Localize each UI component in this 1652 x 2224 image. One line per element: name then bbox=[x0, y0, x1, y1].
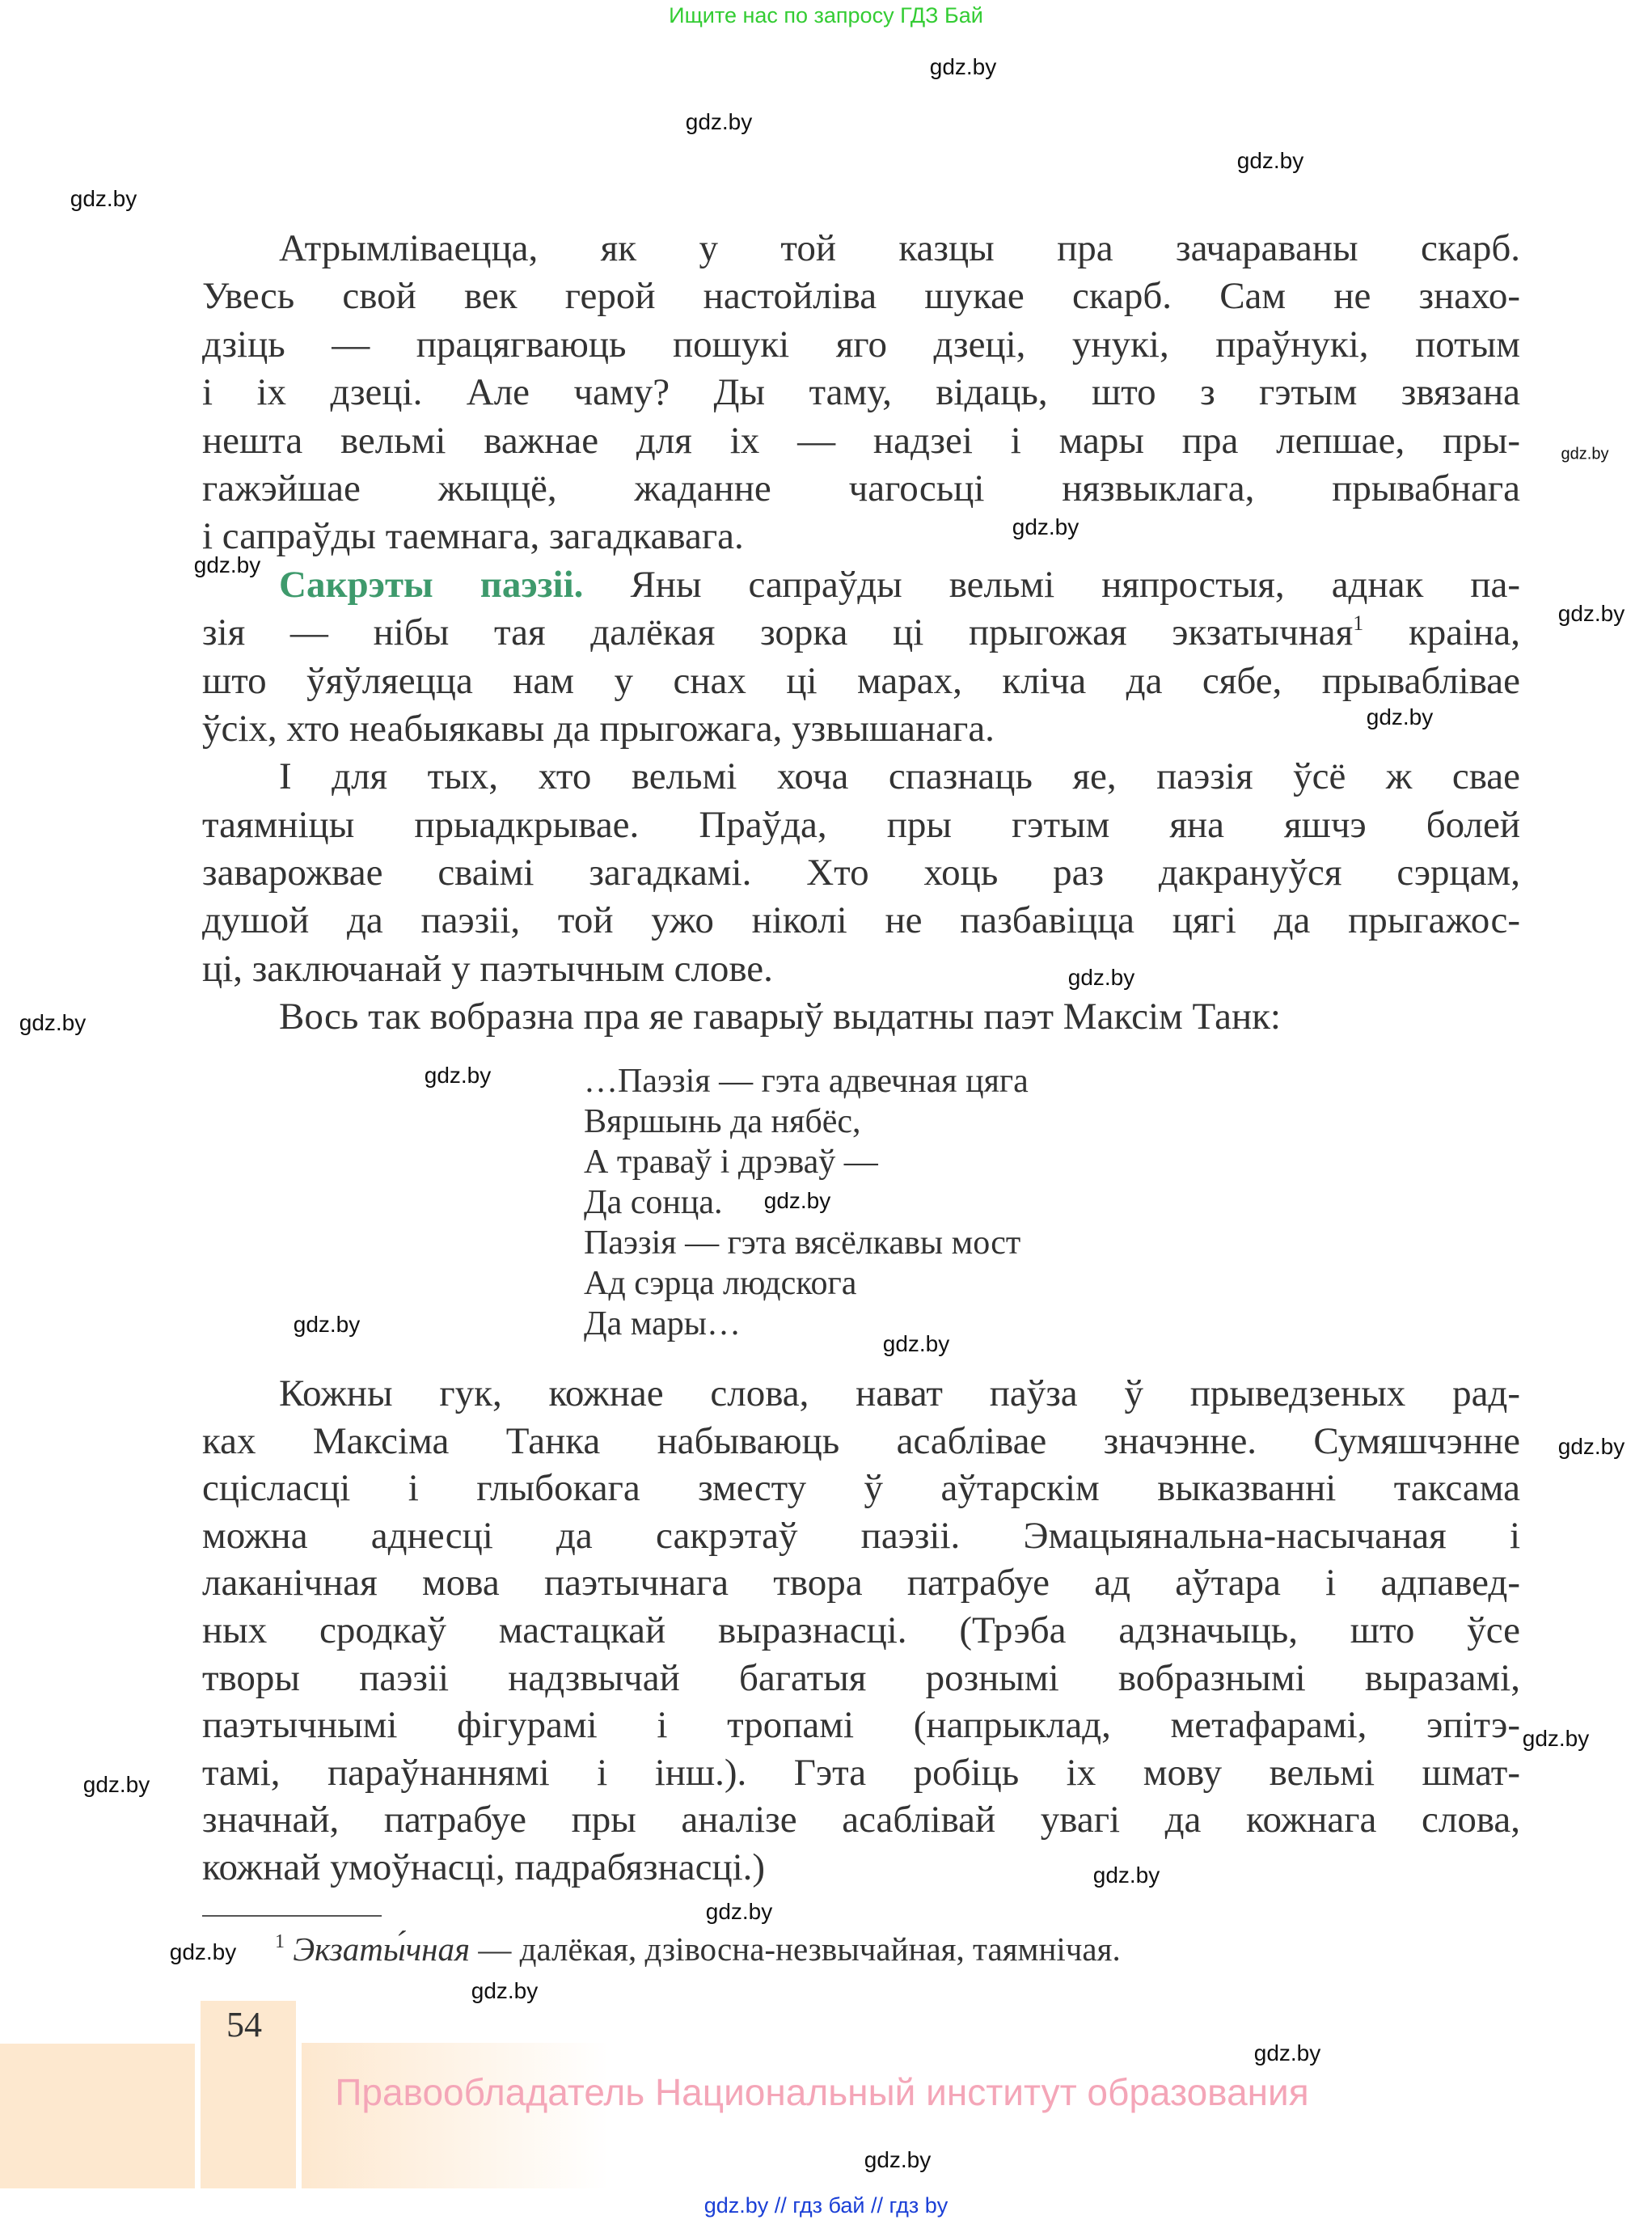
text-segment: і іх дзеці. Але чаму? Ды таму, відаць, што з гэтым звязана bbox=[202, 371, 1520, 414]
footnote-definition: — далёкая, дзівосна-незвычайная, таямнічая. bbox=[470, 1930, 1121, 1968]
gdz-watermark: gdz.by bbox=[1236, 148, 1304, 173]
text-segment: можна аднесці да сакрэтаў паэзіі. Эмацыянальна-насычаная і bbox=[202, 1514, 1520, 1557]
text-line bbox=[202, 849, 1520, 897]
text-segment: кожнай умоўнасці, падрабязнасці.) bbox=[202, 1846, 766, 1888]
text-line bbox=[202, 1465, 1520, 1512]
poem-line: Вяршынь да нябёс, bbox=[584, 1103, 861, 1140]
gdz-watermark: gdz.by bbox=[193, 552, 261, 577]
gdz-watermark: gdz.by bbox=[882, 1331, 950, 1356]
gdz-watermark: gdz.by bbox=[1092, 1862, 1160, 1888]
text-segment: таямніцы прыадкрывае. Праўда, пры гэтым яна яшчэ болей bbox=[202, 803, 1520, 846]
text-segment: Кожны гук, кожнае слова, нават паўза ў прыведзеных рад- bbox=[279, 1372, 1520, 1414]
page-number: 54 bbox=[226, 2005, 262, 2044]
poem-line: …Паэзія — гэта адвечная цяга bbox=[584, 1063, 1029, 1100]
section-heading: Сакрэты паэзіі. bbox=[279, 563, 584, 606]
footnote-term: Экзаты́чная bbox=[293, 1930, 471, 1968]
text-line bbox=[202, 1512, 1520, 1560]
gdz-watermark: gdz.by bbox=[685, 109, 753, 134]
text-line bbox=[202, 1844, 1520, 1892]
text-segment: заварожвае сваімі загадкамі. Хто хоць раз дакрануўся сэрцам, bbox=[202, 852, 1520, 894]
text-line bbox=[202, 1559, 1520, 1607]
text-segment: ўсіх, хто неабыякавы да прыгожага, узвышанага. bbox=[202, 707, 995, 750]
gdz-watermark: gdz.by bbox=[705, 1899, 773, 1924]
text-segment: лаканічная мова паэтычнага твора патрабуе ад аўтара і адпавед- bbox=[202, 1562, 1520, 1605]
poem-line: Паэзія — гэта вясёлкавы мост bbox=[584, 1224, 1021, 1262]
text-segment: дзіць — працягваюць пошукі яго дзеці, унукі, праўнукі, потым bbox=[202, 323, 1520, 366]
gdz-watermark: gdz.by bbox=[1557, 601, 1625, 626]
footnote-marker: 1 bbox=[275, 1931, 285, 1952]
text-segment: Вось так вобразна пра яе гаварыў выдатны паэт Максім Танк: bbox=[279, 996, 1281, 1038]
text-segment: творы паэзіі надзвычай багатыя рознымі вобразнымі выразамі, bbox=[202, 1656, 1520, 1699]
text-segment: ных сродкаў мастацкай выразнасці. (Трэба адзначыць, што ўсе bbox=[202, 1609, 1520, 1651]
text-segment: і сапраўды таемнага, загадкавага. bbox=[202, 515, 744, 558]
text-line bbox=[202, 1607, 1520, 1655]
text-segment: значнай, патрабуе пры аналізе асаблівай увагі да кожнага слова, bbox=[202, 1799, 1520, 1841]
footnote-divider bbox=[202, 1915, 382, 1917]
page-band-left bbox=[0, 2044, 195, 2188]
text-line bbox=[202, 993, 1520, 1041]
poem-line: Ад сэрца людскога bbox=[584, 1265, 857, 1302]
gdz-watermark: gdz.by bbox=[864, 2147, 932, 2172]
text-line bbox=[202, 273, 1520, 320]
gdz-watermark: gdz.by bbox=[1253, 2040, 1321, 2065]
footnote-ref[interactable]: 1 bbox=[1353, 611, 1364, 636]
text-line bbox=[202, 1796, 1520, 1844]
text-segment: сцісласці і глыбокага зместу ў аўтарскім выказванні таксама bbox=[202, 1467, 1520, 1510]
text-line bbox=[202, 561, 1520, 609]
text-segment: краіна, bbox=[1363, 611, 1520, 654]
page-band-right bbox=[302, 2043, 609, 2188]
gdz-watermark: gdz.by bbox=[1366, 704, 1434, 729]
text-line bbox=[202, 1370, 1520, 1418]
text-line bbox=[202, 321, 1520, 369]
text-line bbox=[202, 609, 1520, 657]
text-segment: Увесь свой век герой настойліва шукае скарб. Сам не знахо- bbox=[202, 275, 1520, 318]
gdz-watermark: gdz.by bbox=[471, 1978, 539, 2003]
text-line bbox=[202, 465, 1520, 513]
text-segment: гажэйшае жыццё, жаданне чагосьці нязвыклага, прывабнага bbox=[202, 467, 1520, 509]
rights-holder-watermark bbox=[0, 2070, 1652, 2114]
text-line bbox=[202, 513, 1520, 560]
text-line bbox=[202, 1418, 1520, 1465]
main-text-block-1 bbox=[202, 225, 1520, 1042]
text-line bbox=[202, 1749, 1520, 1797]
gdz-watermark: gdz.by bbox=[424, 1063, 492, 1088]
gdz-watermark: gdz.by bbox=[1557, 1434, 1625, 1459]
gdz-watermark: gdz.by bbox=[293, 1312, 361, 1337]
text-line bbox=[202, 369, 1520, 416]
text-segment: ці, заключанай у паэтычным слове. bbox=[202, 947, 773, 990]
gdz-watermark: gdz.by bbox=[1012, 514, 1080, 539]
footnote bbox=[275, 1930, 1121, 1968]
text-line bbox=[202, 1702, 1520, 1749]
poem-line: Да мары… bbox=[584, 1305, 741, 1342]
text-segment: Яны сапраўды вельмі няпростыя, аднак па- bbox=[583, 563, 1520, 606]
text-segment: ках Максіма Танка набываюць асаблівае значэнне. Сумяшчэнне bbox=[202, 1419, 1520, 1462]
gdz-watermark: gdz.by bbox=[19, 1010, 87, 1035]
text-line bbox=[202, 705, 1520, 753]
text-line bbox=[202, 1655, 1520, 1702]
text-line bbox=[202, 225, 1520, 273]
text-line bbox=[202, 753, 1520, 801]
text-segment: нешта вельмі важнае для іх — надзеі і мары пра лепшае, пры- bbox=[202, 419, 1520, 462]
text-line bbox=[202, 801, 1520, 849]
text-segment: душой да паэзіі, той ужо ніколі не пазбавіцца цягі да прыгажос- bbox=[202, 899, 1520, 942]
poem-line: А траваў і дрэваў — bbox=[584, 1144, 878, 1181]
text-segment: І для тых, хто вельмі хоча спазнаць яе, паэзія ўсё ж свае bbox=[279, 755, 1520, 798]
text-line bbox=[202, 657, 1520, 705]
gdz-watermark: gdz.by bbox=[70, 186, 137, 211]
text-segment: зія — нібы тая далёкая зорка ці прыгожая экзатычная bbox=[202, 611, 1354, 654]
gdz-watermark: gdz.by bbox=[1067, 965, 1135, 990]
text-line bbox=[202, 945, 1520, 993]
text-segment: Атрымліваецца, як у той казцы пра зачараваны скарб. bbox=[279, 227, 1520, 269]
search-hint-banner: Ищите нас по запросу ГДЗ Бай bbox=[669, 3, 983, 27]
text-line bbox=[202, 417, 1520, 465]
gdz-watermark: gdz.by bbox=[82, 1772, 150, 1797]
text-segment: паэтычнымі фігурамі і тропамі (напрыклад, метафарамі, эпітэ- bbox=[202, 1704, 1520, 1747]
site-links[interactable]: gdz.by // гдз бай // гдз by bbox=[703, 2193, 949, 2218]
poem-line: Да сонца. bbox=[584, 1184, 723, 1221]
gdz-watermark: gdz.by bbox=[929, 54, 997, 79]
text-segment: што ўяўляецца нам у снах ці марах, кліча да сябе, прываблівае bbox=[202, 659, 1520, 702]
rights-holder-text: Правообладатель Национальный институт образования bbox=[335, 2071, 1309, 2113]
text-segment: тамі, параўнаннямі і інш.). Гэта робіць іх мову вельмі шмат- bbox=[202, 1751, 1520, 1794]
text-line bbox=[202, 897, 1520, 945]
main-text-block-2 bbox=[202, 1370, 1520, 1892]
gdz-watermark: gdz.by bbox=[169, 1939, 237, 1964]
gdz-watermark-small: gdz.by bbox=[1561, 445, 1609, 463]
gdz-watermark: gdz.by bbox=[1522, 1726, 1590, 1751]
gdz-watermark: gdz.by bbox=[763, 1188, 831, 1213]
